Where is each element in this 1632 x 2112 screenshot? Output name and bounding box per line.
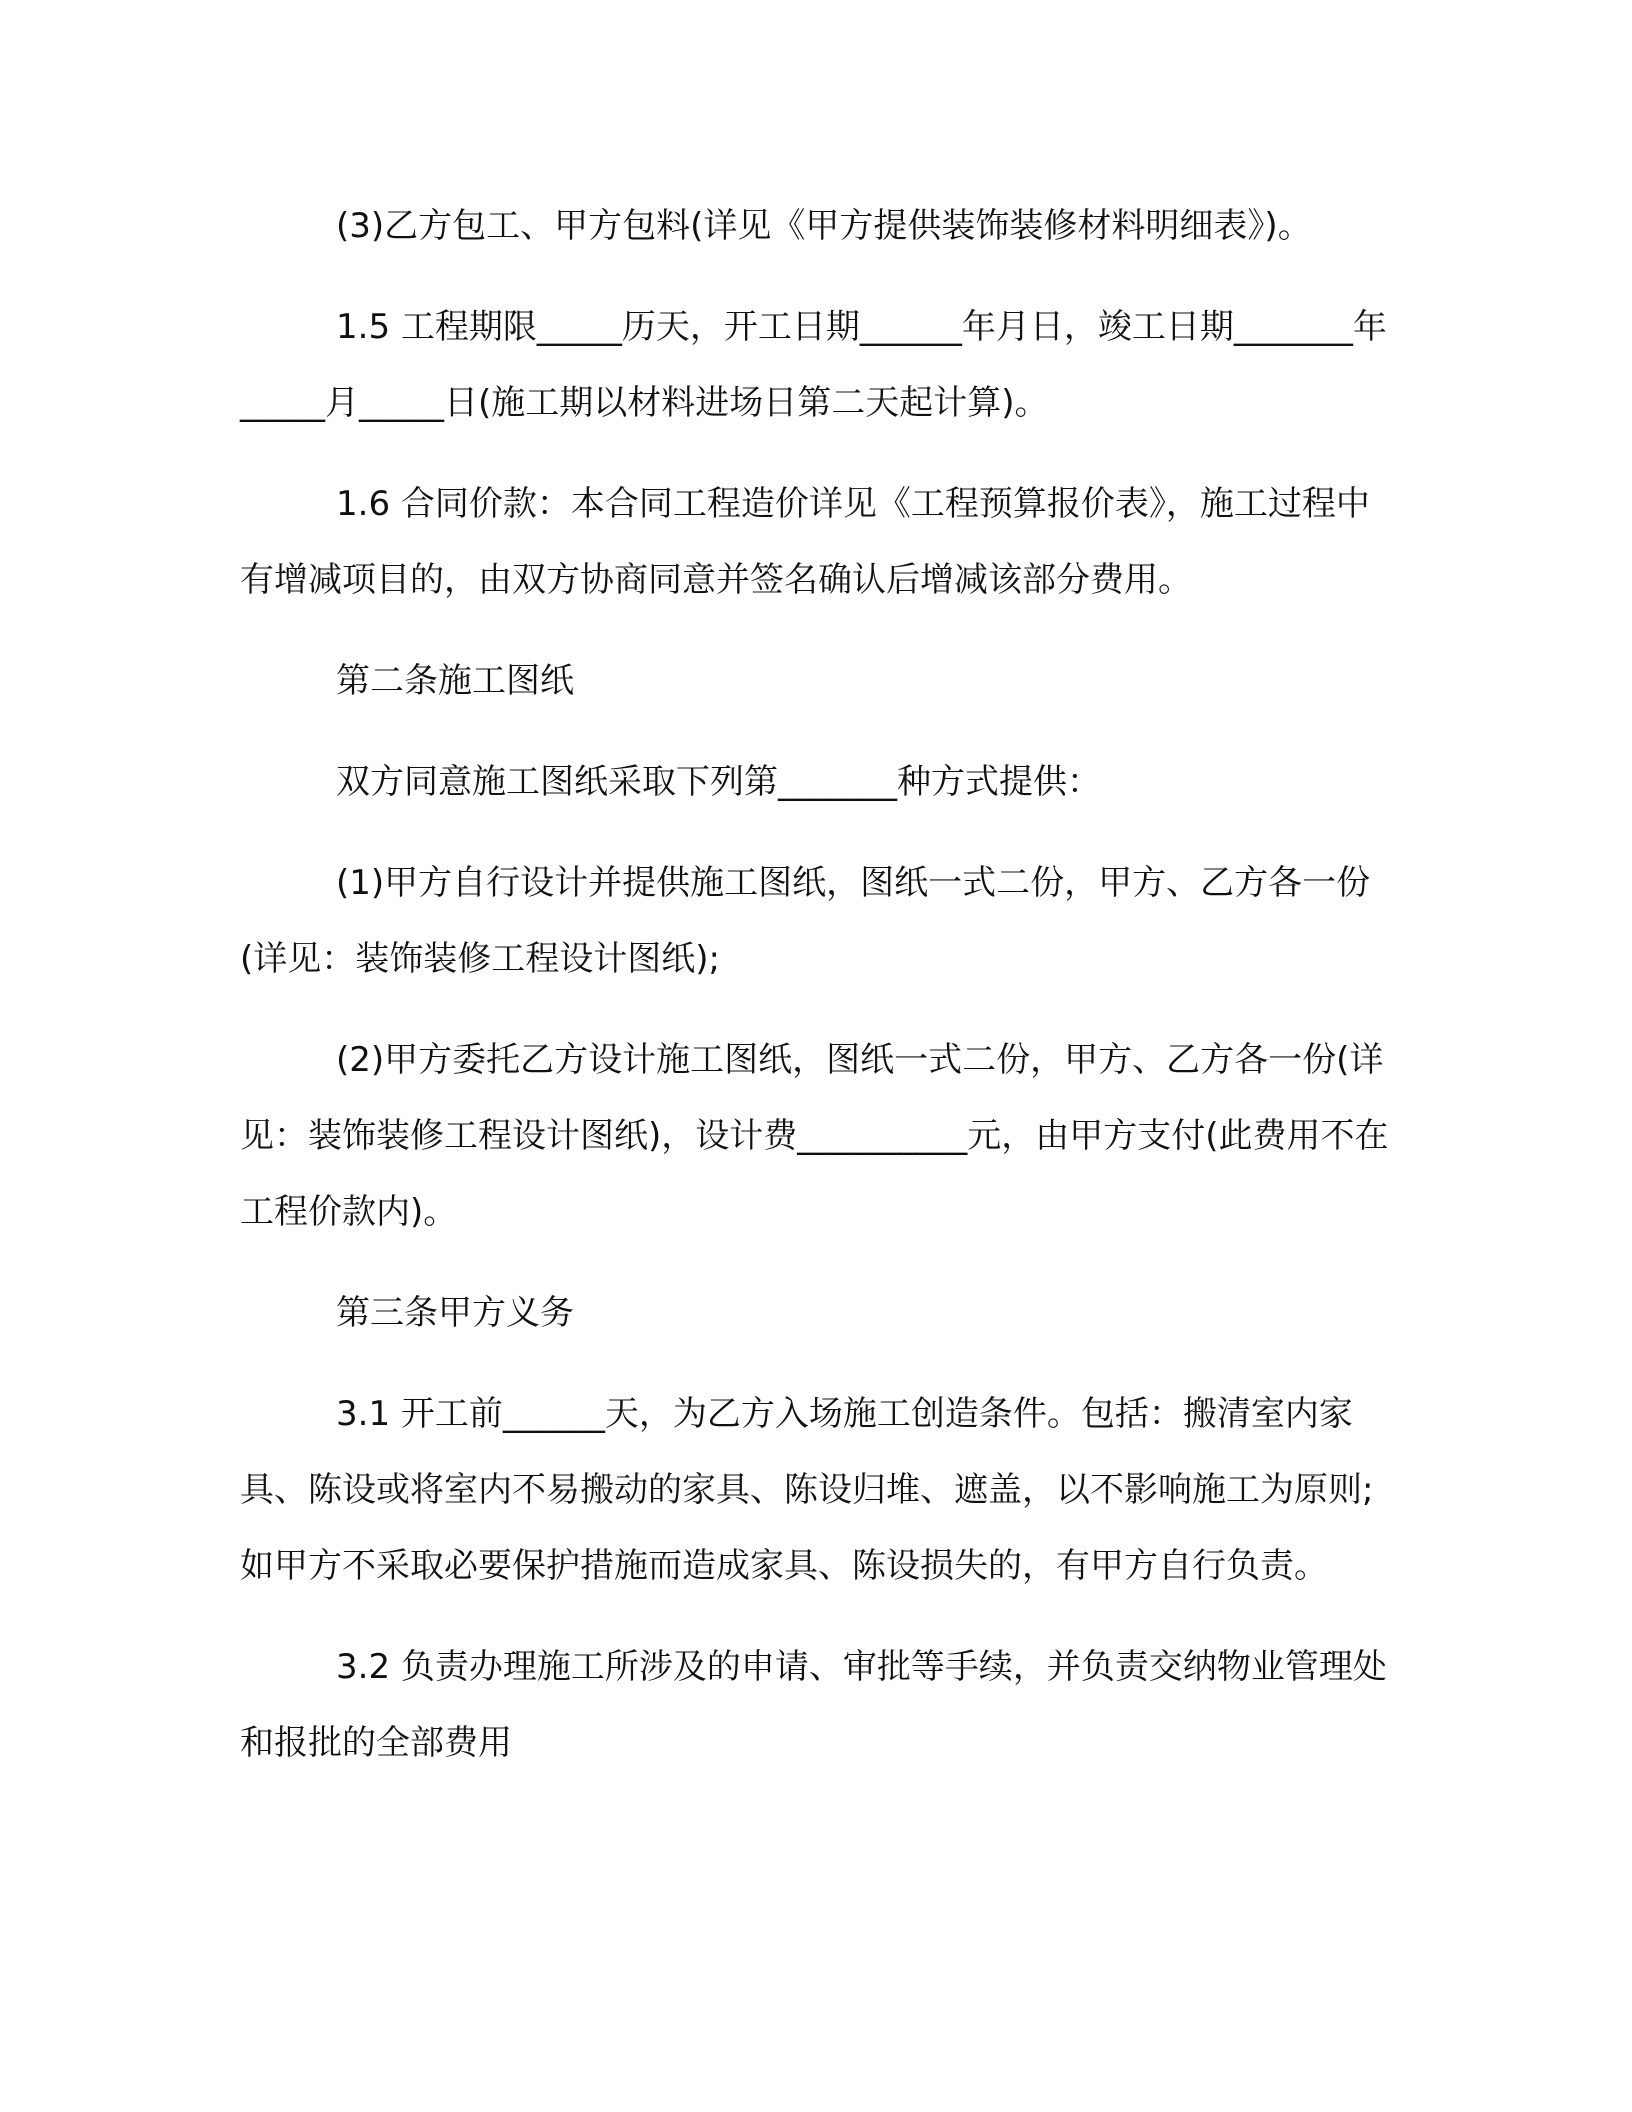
document-body: [240, 188, 1390, 1781]
paragraph-obligation-3-2: 3.2 负责办理施工所涉及的申请、审批等手续，并负责交纳物业管理处和报批的全部费用: [240, 1647, 1387, 1763]
paragraph-obligation-3-1: 3.1 开工前______天，为乙方入场施工创造条件。包括：搬清室内家具、陈设或将室内不易搬动的家具、陈设归堆、遮盖，以不影响施工为原则;如甲方不采取必要保护措施而造成家具、陈设损失的，有甲方自行负责。: [240, 1394, 1374, 1586]
section-heading-party-a-obligations: 第三条甲方义务: [336, 1293, 574, 1333]
paragraph-contract-price: 1.6 合同价款：本合同工程造价详见《工程预算报价表》，施工过程中有增减项目的，由双方协商同意并签名确认后增减该部分费用。: [240, 484, 1370, 600]
paragraph-drawing-method: 双方同意施工图纸采取下列第_______种方式提供：: [336, 762, 1101, 802]
section-heading-drawings: 第二条施工图纸: [336, 661, 574, 701]
paragraph-option-2: (2)甲方委托乙方设计施工图纸，图纸一式二份，甲方、乙方各一份(详见：装饰装修工程设计图纸)，设计费__________元，由甲方支付(此费用不在工程价款内)。: [240, 1040, 1389, 1232]
paragraph-material-supply: (3)乙方包工、甲方包料(详见《甲方提供装饰装修材料明细表》)。: [336, 206, 1312, 246]
paragraph-option-1: (1)甲方自行设计并提供施工图纸，图纸一式二份，甲方、乙方各一份(详见：装饰装修工程设计图纸);: [240, 863, 1371, 979]
paragraph-construction-period: 1.5 工程期限_____历天，开工日期______年月日，竣工日期_______年_____月_____日(施工期以材料进场日第二天起计算)。: [240, 307, 1387, 423]
